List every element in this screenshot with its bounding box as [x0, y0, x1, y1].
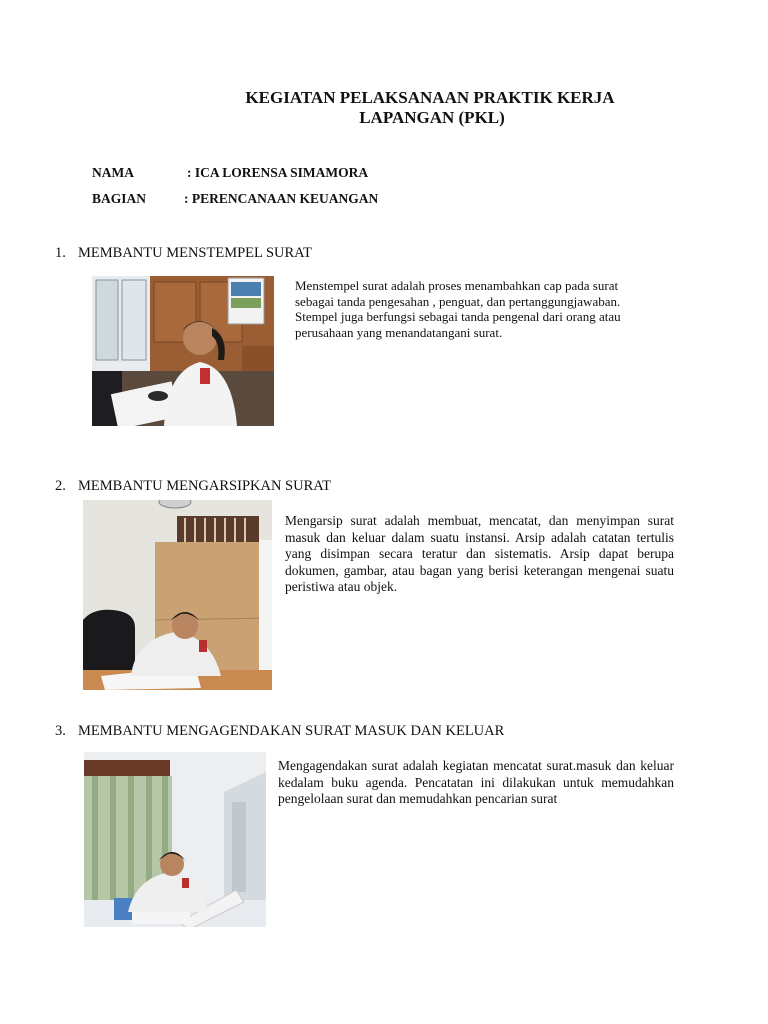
title-line-2: LAPANGAN (PKL)	[359, 108, 505, 127]
name-value: : ICA LORENSA SIMAMORA	[187, 165, 369, 180]
section-number: 1.	[55, 245, 66, 261]
section-2-description: Mengarsip surat adalah membuat, mencatat, dan menyimpan surat masuk dan keluar dalam suatu instansi. Arsip adalah catatan tertulis yang disimpan secara teratur dan sistematis. Arsip dapat berupa dokumen, gambar, atau bagan yang berisi keterangan mengenai suatu peristiwa atau objek.	[285, 513, 674, 594]
section-2-heading	[55, 478, 331, 495]
name-label: NAMA	[92, 165, 134, 180]
department-label: BAGIAN	[92, 191, 147, 206]
section-1-heading	[55, 245, 312, 262]
section-number: 2.	[55, 478, 66, 494]
section-3-heading	[55, 723, 504, 740]
department-value: : PERENCANAAN KEUANGAN	[184, 191, 379, 206]
archiving-letter-photo	[83, 500, 272, 690]
section-number: 3.	[55, 723, 66, 739]
name-row	[92, 165, 369, 181]
section-3-description: Mengagendakan surat adalah kegiatan mencatat surat.masuk dan keluar kedalam buku agenda. Pencatatan ini dilakukan untuk memudahkan pengelolaan surat dan memudahkan pencarian surat	[278, 758, 674, 806]
section-1-description: Menstempel surat adalah proses menambahkan cap pada surat sebagai tanda pengesahan , penguat, dan pertanggungjawaban. Stempel juga berfungsi sebagai tanda pengenal dari orang atau perusahaan yang menandatangani surat.	[295, 278, 621, 340]
section-title: MEMBANTU MENGARSIPKAN SURAT	[78, 478, 331, 494]
document-title	[180, 88, 680, 128]
section-title: MEMBANTU MENSTEMPEL SURAT	[78, 245, 312, 261]
title-line-1: KEGIATAN PELAKSANAAN PRAKTIK KERJA	[245, 88, 615, 107]
section-title: MEMBANTU MENGAGENDAKAN SURAT MASUK DAN KELUAR	[78, 723, 505, 739]
recording-letter-photo	[84, 752, 266, 927]
department-row	[92, 191, 379, 207]
stamping-letter-photo	[92, 276, 274, 426]
